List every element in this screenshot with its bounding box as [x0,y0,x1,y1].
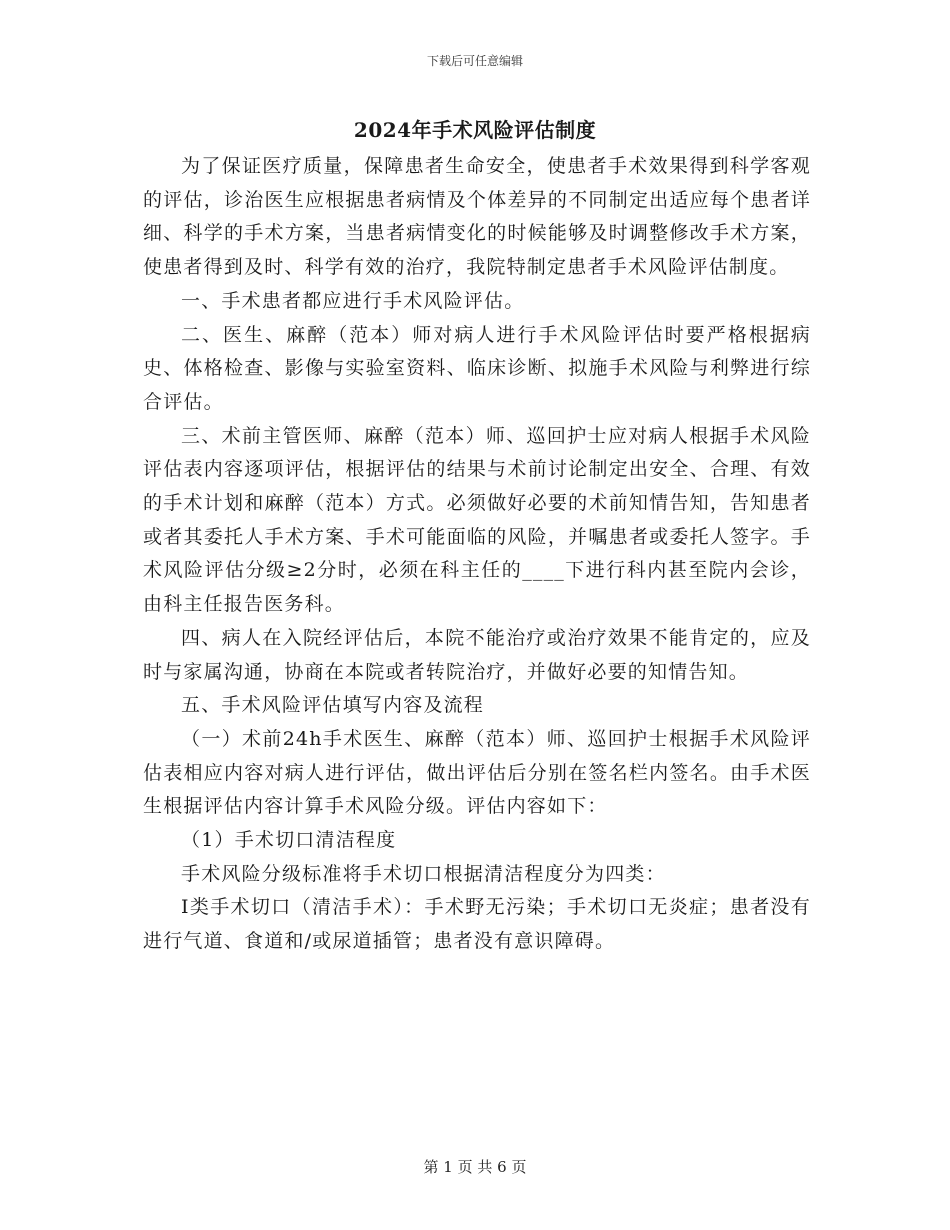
paragraph-section-2: 二、医生、麻醉（范本）师对病人进行手术风险评估时要严格根据病史、体格检查、影像与实验室资料、临床诊断、拟施手术风险与利弊进行综合评估。 [143,323,811,413]
paragraph-section-1: 一、手术患者都应进行手术风险评估。 [181,289,525,312]
paragraph-section-3: 三、术前主管医师、麻醉（范本）师、巡回护士应对病人根据手术风险评估表内容逐项评估，根据评估的结果与术前讨论制定出安全、合理、有效的手术计划和麻醉（范本）方式。必须做好必要的术前知情告知，告知患者或者其委托人手术方案、手术可能面临的风险，并嘱患者或委托人签字。手术风险评估分级≥2分时，必须在科主任的____下进行科内甚至院内会诊，由科主任报告医务科。 [143,424,811,616]
page-header: 下载后可任意编辑 [426,54,523,68]
document-body [143,150,811,959]
paragraph-section-4: 四、病人在入院经评估后，本院不能治疗或治疗效果不能肯定的，应及时与家属沟通，协商在本院或者转院治疗，并做好必要的知情告知。 [143,626,811,683]
paragraph-classification-intro: 手术风险分级标准将手术切口根据清洁程度分为四类： [181,862,666,885]
paragraph-section-5: 五、手术风险评估填写内容及流程 [181,694,485,717]
paragraph-subsection-1: （一）术前24h手术医生、麻醉（范本）师、巡回护士根据手术风险评估表相应内容对病人进行评估，做出评估后分别在签名栏内签名。由手术医生根据评估内容计算手术风险分级。评估内容如下： [143,727,811,818]
paragraph-item-1: （1）手术切口清洁程度 [181,829,397,852]
paragraph-class-i: Ⅰ类手术切口（清洁手术）：手术野无污染；手术切口无炎症；患者没有进行气道、食道和/或尿道插管；患者没有意识障碍。 [143,896,811,953]
document-title: 2024年手术风险评估制度 [353,118,597,142]
paragraph-intro: 为了保证医疗质量，保障患者生命安全，使患者手术效果得到科学客观的评估，诊治医生应根据患者病情及个体差异的不同制定出适应每个患者详细、科学的手术方案，当患者病情变化的时候能够及时调整修改手术方案，使患者得到及时、科学有效的治疗，我院特制定患者手术风险评估制度。 [143,155,811,279]
page-footer: 第 1 页 共 6 页 [423,1158,527,1176]
